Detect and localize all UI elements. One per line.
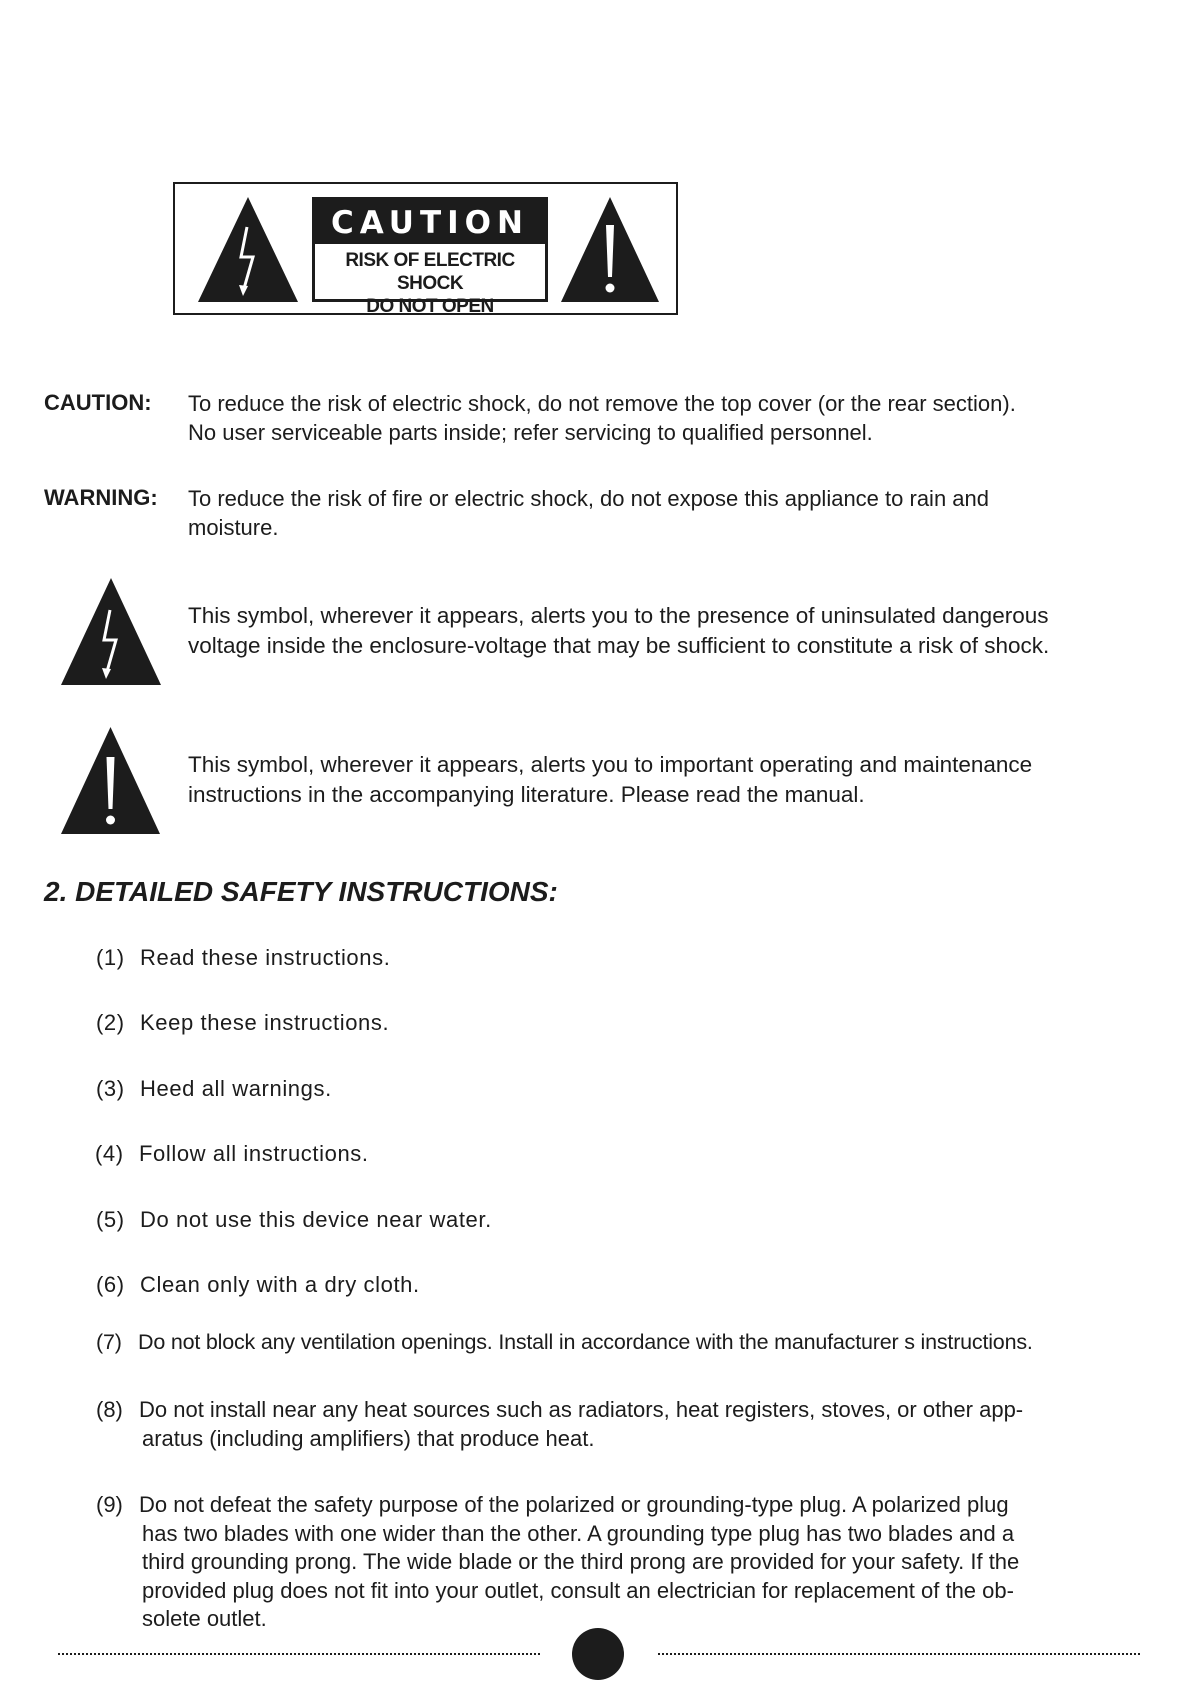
- caution-label-center: [312, 197, 548, 317]
- footer-dotted-rule-left: [58, 1653, 540, 1655]
- item-line: Follow all instructions.: [139, 1141, 369, 1166]
- footer-dotted-rule-right: [658, 1653, 1140, 1655]
- item-line: Clean only with a dry cloth.: [140, 1272, 420, 1297]
- list-item: [96, 1328, 1033, 1357]
- item-line: solete outlet.: [142, 1606, 267, 1631]
- caution-notice-text: [188, 389, 1148, 447]
- caution-label-line2: DO NOT OPEN: [366, 296, 494, 317]
- item-line: Do not block any ventilation openings. Install in accordance with the manufacturer s instructions.: [138, 1330, 1033, 1354]
- item-line: provided plug does not fit into your outlet, consult an electrician for replacement of the ob-: [142, 1577, 1014, 1603]
- item-line: Heed all warnings.: [140, 1076, 332, 1101]
- item-number: (8): [96, 1397, 123, 1422]
- exclamation-warning-icon: [60, 727, 161, 835]
- caution-notice-line1: To reduce the risk of electric shock, do not remove the top cover (or the rear section).: [188, 391, 1016, 416]
- list-item: [96, 1206, 492, 1235]
- list-item: [96, 1075, 332, 1104]
- warning-notice-label: WARNING:: [44, 485, 158, 510]
- item-line: Do not defeat the safety purpose of the polarized or grounding-type plug. A polarized plug: [139, 1492, 1009, 1517]
- caution-label: [173, 182, 678, 315]
- list-item: [96, 1491, 1019, 1634]
- electric-shock-warning-icon: [197, 197, 299, 303]
- item-number: (6): [96, 1272, 125, 1297]
- item-number: (5): [96, 1207, 125, 1232]
- caution-notice-line2: No user serviceable parts inside; refer servicing to qualified personnel.: [188, 420, 873, 445]
- list-item: [96, 1396, 1023, 1453]
- caution-notice-label: CAUTION:: [44, 390, 152, 415]
- list-item: [96, 1009, 389, 1038]
- warning-notice-text: [188, 484, 1148, 542]
- item-line: aratus (including amplifiers) that produce heat.: [142, 1425, 595, 1451]
- item-line: Read these instructions.: [140, 945, 391, 970]
- electric-shock-warning-icon: [60, 578, 162, 686]
- item-line: Do not install near any heat sources such as radiators, heat registers, stoves, or other app-: [139, 1397, 1024, 1422]
- shock-symbol-description: [188, 601, 1148, 660]
- exclamation-symbol-description: [188, 750, 1148, 809]
- exclamation-symbol-line1: This symbol, wherever it appears, alerts you to important operating and maintenance: [188, 752, 1033, 777]
- item-number: (3): [96, 1076, 125, 1101]
- list-item: [96, 944, 390, 973]
- item-number: (4): [95, 1141, 124, 1166]
- item-number: (2): [96, 1010, 125, 1035]
- list-item: [96, 1271, 420, 1300]
- exclamation-symbol-line2: instructions in the accompanying literature. Please read the manual.: [188, 781, 865, 807]
- item-line: has two blades with one wider than the other. A grounding type plug has two blades and a: [142, 1520, 1015, 1546]
- warning-notice-line2: moisture.: [188, 515, 279, 540]
- shock-symbol-line1: This symbol, wherever it appears, alerts you to the presence of uninsulated dangerous: [188, 603, 1049, 628]
- warning-notice-line1: To reduce the risk of fire or electric shock, do not expose this appliance to rain and: [188, 486, 989, 511]
- shock-symbol-line2: voltage inside the enclosure-voltage that may be sufficient to constitute a risk of shock.: [188, 632, 1050, 658]
- list-item: [95, 1140, 369, 1169]
- item-number: (9): [96, 1492, 123, 1517]
- item-number: (1): [96, 945, 125, 970]
- caution-label-title: CAUTION: [315, 200, 545, 244]
- caution-label-line1: RISK OF ELECTRIC SHOCK: [345, 250, 515, 294]
- item-number: (7): [96, 1330, 122, 1354]
- item-line: Do not use this device near water.: [140, 1207, 492, 1232]
- exclamation-warning-icon: [560, 197, 660, 303]
- section-title: 2. DETAILED SAFETY INSTRUCTIONS:: [44, 876, 558, 907]
- page-marker-circle: [572, 1628, 624, 1680]
- item-line: Keep these instructions.: [140, 1010, 390, 1035]
- item-line: third grounding prong. The wide blade or the third prong are provided for your safety. If the: [142, 1549, 1020, 1574]
